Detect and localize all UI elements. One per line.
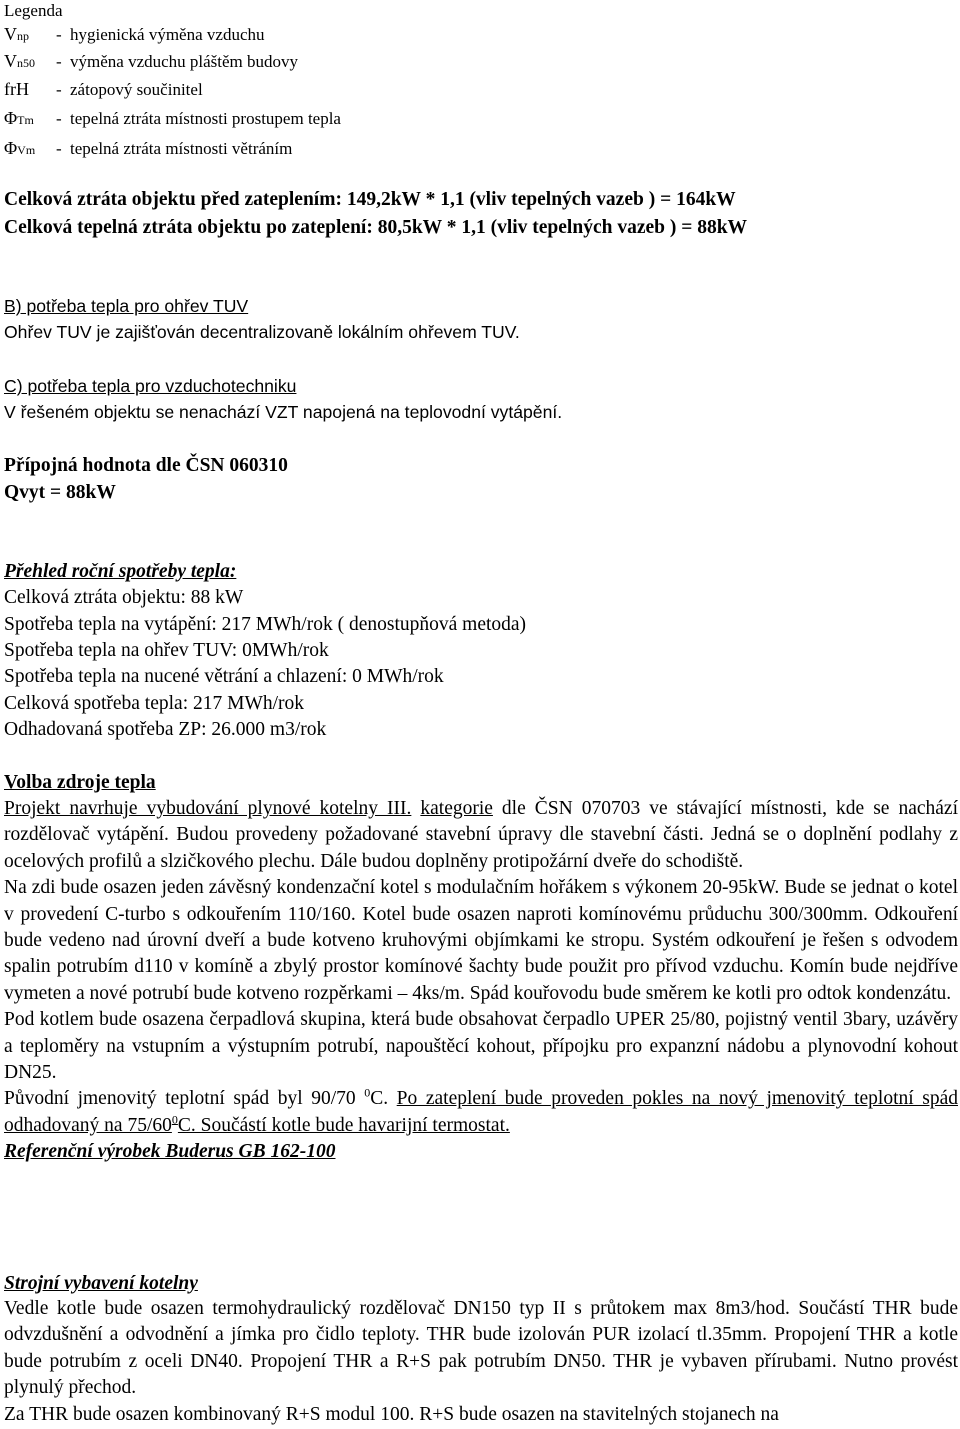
equipment-paragraph-1: Vedle kotle bude osazen termohydraulický rozdělovač DN150 typ II s průtokem max 8m3/hod. Součástí THR bude odvzdušnění a odvodnění a jímka pro čidlo teploty. THR bude izolován PUR izolací tl.35mm. Propojení THR a kotle bude potrubím z oceli DN40. Propojení THR a R+S pak potrubím DN50. THR je vybaven přírubami. Nutno provést plynulý přechod.	[4, 1298, 958, 1399]
annual-heading: Přehled roční spotřeby tepla:	[4, 561, 237, 582]
annual-row: Spotřeba tepla na ohřev TUV: 0MWh/rok	[4, 640, 329, 661]
connection-value: Qvyt = 88kW	[4, 482, 116, 503]
legend-text: hygienická výměna vzduchu	[70, 25, 265, 44]
vzt-text: V řešeném objektu se nenachází VZT napojená na teplovodní vytápění.	[4, 402, 563, 422]
legend-text: výměna vzduchu pláštěm budovy	[70, 52, 299, 71]
tuv-heading: B) potřeba tepla pro ohřev TUV	[4, 296, 249, 316]
source-paragraph-4: Původní jmenovitý teplotní spád byl 90/70 $^0$C. Po zateplení bude proveden pokles na nový jmenovitý teplotní spád odhadovaný na $75/60^0C$. Součástí kotle bude havarijní termostat.	[4, 1085, 958, 1136]
vzt-heading: C) potřeba tepla pro vzduchotechniku	[4, 376, 297, 396]
legend-item: frH - zátopový součinitel	[4, 75, 203, 103]
legend-symbol: frH	[4, 79, 29, 99]
legend-text: tepelná ztráta místnosti větráním	[70, 139, 293, 158]
legend-symbol: Vnp	[4, 24, 29, 44]
legend-item: Vn50 - výměna vzduchu pláštěm budovy	[4, 47, 298, 75]
annual-row: Celková spotřeba tepla: 217 MWh/rok	[4, 693, 305, 714]
legend-title: Legenda	[4, 1, 63, 20]
source-paragraph-1: Projekt navrhuje vybudování plynové kotelny III. kategorie dle ČSN 070703 ve stávající místnosti, kde se nachází rozdělovač vytápění. Budou provedeny požadované stavební úpravy dle stavební části. Jedná se o doplnění podlahy z ocelových profilů a slzičkového plechu. Dále budou doplněny protipožární dveře do schodiště.	[4, 798, 958, 872]
equipment-paragraph-2: Za THR bude osazen kombinovaný R+S modul 100. R+S bude osazen na stavitelných stojanech na	[4, 1403, 779, 1425]
summary-before: Celková ztráta objektu před zateplením: 149,2kW * 1,1 (vliv tepelných vazeb ) = 164kW	[4, 189, 736, 210]
legend-item: Vnp - hygienická výměna vzduchu	[4, 20, 265, 48]
source-paragraph-3: Pod kotlem bude osazena čerpadlová skupina, která bude obsahovat čerpadlo UPER 25/80, pojistný ventil 3bary, uzávěry a teploměry na vstupním a výstupním potrubí, napouštěcí kohout, přípojku pro expanzní nádobu a plynovodní kohout DN25.	[4, 1009, 958, 1084]
legend-text: tepelná ztráta místnosti prostupem tepla	[70, 109, 341, 128]
annual-row: Odhadovaná spotřeba ZP: 26.000 m3/rok	[4, 719, 327, 740]
legend-symbol: ΦTm	[4, 108, 34, 128]
annual-row: Spotřeba tepla na vytápění: 217 MWh/rok ( denostupňová metoda)	[4, 614, 527, 635]
equipment-heading: Strojní vybavení kotelny	[4, 1273, 198, 1294]
connection-title: Přípojná hodnota dle ČSN 060310	[4, 455, 288, 476]
legend-symbol: Vn50	[4, 51, 35, 71]
source-heading: Volba zdroje tepla	[4, 772, 156, 793]
source-text	[4, 796, 958, 1166]
tuv-text: Ohřev TUV je zajišťován decentralizovaně lokálním ohřevem TUV.	[4, 322, 520, 342]
annual-row: Spotřeba tepla na nucené větrání a chlazení: 0 MWh/rok	[4, 666, 444, 687]
reference-product: Referenční výrobek Buderus GB 162-100	[4, 1141, 336, 1163]
legend-text: zátopový součinitel	[70, 80, 203, 99]
source-paragraph-2: Na zdi bude osazen jeden závěsný kondenzační kotel s modulačním hořákem s výkonem 20-95kW. Bude se jednat o kotel v provedení C-turbo s odkouřením 110/160. Kotel bude osazen naproti komínovému průduchu 300/300mm. Odkouření bude vedeno nad úrovní dveří a bude kotveno kruhovými objímkami ke stropu. Systém odkouření je řešen s odvodem spalin potrubím d110 v komíně a zbylý prostor komínové šachty bude použit pro přívod vzduchu. Komín bude nejdříve vymeten a nové potrubí bude kotveno rozpěrkami – 4ks/m. Spád kouřovodu bude směrem ke kotli pro odtok kondenzátu.	[4, 877, 958, 1004]
summary-after: Celková tepelná ztráta objektu po zateplení: 80,5kW * 1,1 (vliv tepelných vazeb ) = 88kW	[4, 217, 748, 238]
legend-item: ΦTm - tepelná ztráta místnosti prostupem tepla	[4, 104, 341, 132]
equipment-text	[4, 1296, 958, 1428]
legend-item: ΦVm - tepelná ztráta místnosti větráním	[4, 134, 292, 162]
legend-symbol: ΦVm	[4, 138, 36, 158]
annual-row: Celková ztráta objektu: 88 kW	[4, 587, 244, 608]
